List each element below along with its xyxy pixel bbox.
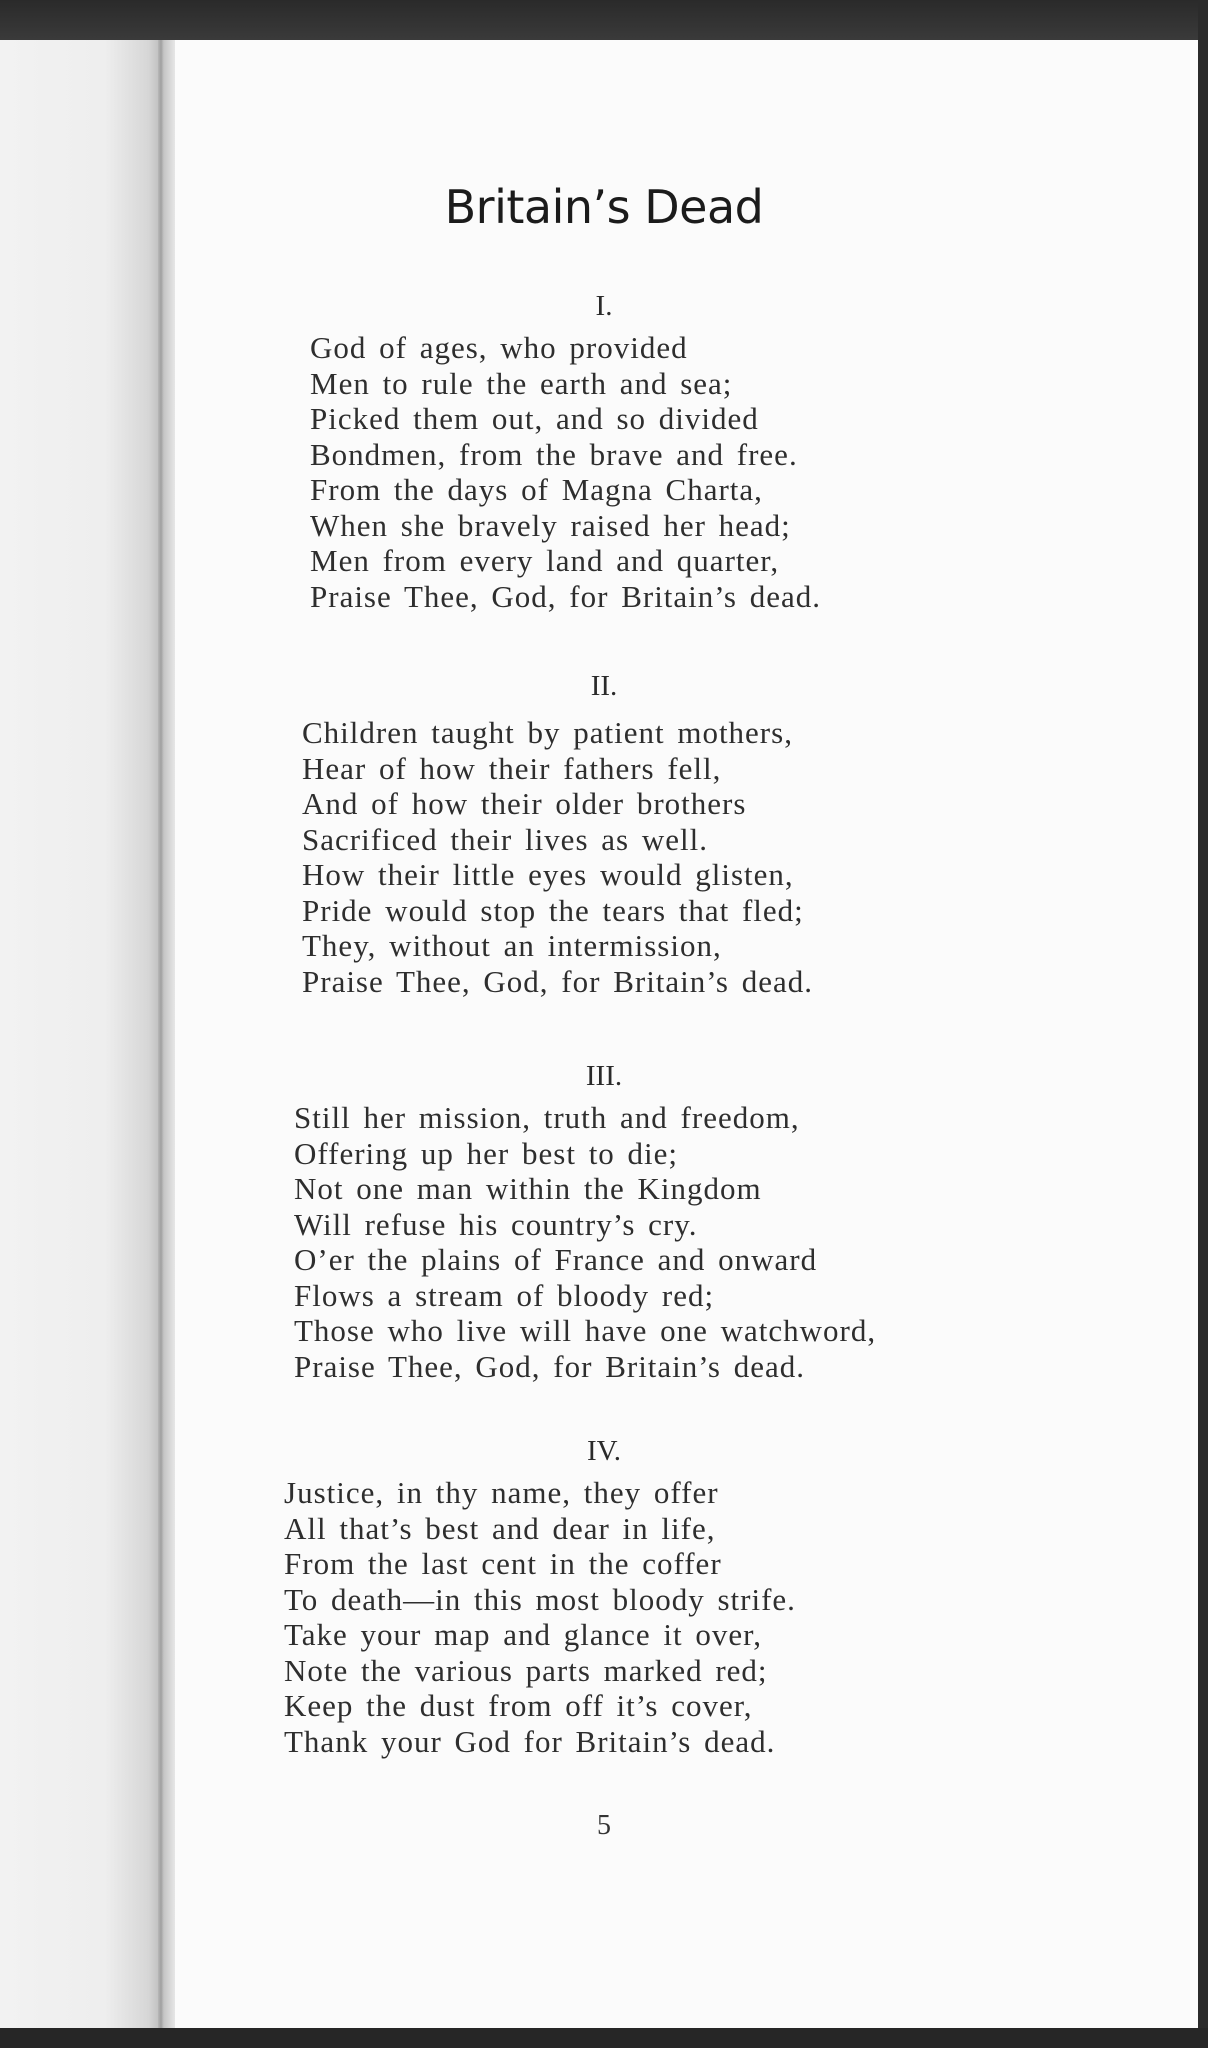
- stanza-line: Note the various parts marked red;: [284, 1652, 768, 1688]
- stanza-line: Not one man within the Kingdom: [294, 1171, 762, 1206]
- stanza-line: Take your map and glance it over,: [284, 1617, 762, 1652]
- stanza-line: Thank your God for Britain’s dead.: [284, 1723, 776, 1759]
- stanza-line: Hear of how their fathers fell,: [302, 750, 722, 786]
- stanza-line: From the days of Magna Charta,: [310, 472, 763, 507]
- stanza-line: They, without an intermission,: [302, 928, 722, 963]
- scan-bottom-border: [0, 2028, 1208, 2048]
- stanza-numeral-3: III.: [585, 1060, 623, 1092]
- stanza-line: Praise Thee, God, for Britain’s dead.: [302, 963, 813, 999]
- stanza-line: When she bravely raised her head;: [310, 507, 791, 543]
- stanza-line: Men from every land and quarter,: [310, 543, 780, 578]
- stanza-3: [294, 1100, 876, 1384]
- stanza-line: O’er the plains of France and onward: [294, 1242, 818, 1277]
- stanza-line: Will refuse his country’s cry.: [294, 1206, 698, 1242]
- stanza-line: Men to rule the earth and sea;: [310, 365, 733, 401]
- stanza-line: And of how their older brothers: [302, 786, 747, 821]
- stanza-line: Children taught by patient mothers,: [302, 715, 793, 750]
- stanza-line: Keep the dust from off it’s cover,: [284, 1688, 753, 1723]
- stanza-line: Those who live will have one watchword,: [294, 1313, 877, 1348]
- stanza-line: Still her mission, truth and freedom,: [294, 1100, 800, 1135]
- stanza-line: Praise Thee, God, for Britain’s dead.: [294, 1348, 805, 1384]
- stanza-line: God of ages, who provided: [310, 330, 688, 365]
- stanza-line: Sacrificed their lives as well.: [302, 821, 708, 857]
- stanza-line: Pride would stop the tears that fled;: [302, 892, 804, 928]
- stanza-numeral-4: IV.: [586, 1435, 622, 1467]
- stanza-1: [310, 330, 821, 614]
- stanza-line: All that’s best and dear in life,: [284, 1510, 716, 1546]
- stanza-line: To death—in this most bloody strife.: [284, 1581, 796, 1617]
- scan-top-border: [0, 0, 1208, 40]
- stanza-line: Flows a stream of bloody red;: [294, 1277, 715, 1313]
- poem-title: Britain’s Dead: [444, 180, 764, 234]
- stanza-numeral-2: II.: [590, 670, 618, 702]
- stanza-line: Picked them out, and so divided: [310, 401, 759, 436]
- stanza-4: [284, 1475, 796, 1759]
- gutter-fold-shadow: [158, 40, 164, 2040]
- stanza-line: Bondmen, from the brave and free.: [310, 436, 798, 472]
- stanza-line: Justice, in thy name, they offer: [284, 1475, 719, 1510]
- stanza-line: Offering up her best to die;: [294, 1135, 679, 1171]
- stanza-2: [302, 715, 813, 999]
- stanza-line: Praise Thee, God, for Britain’s dead.: [310, 578, 821, 614]
- stanza-line: From the last cent in the coffer: [284, 1546, 722, 1581]
- stanza-numeral-1: I.: [595, 290, 613, 322]
- page-number: 5: [597, 1810, 611, 1841]
- book-binding-gutter: [0, 40, 175, 2040]
- stanza-line: How their little eyes would glisten,: [302, 857, 794, 892]
